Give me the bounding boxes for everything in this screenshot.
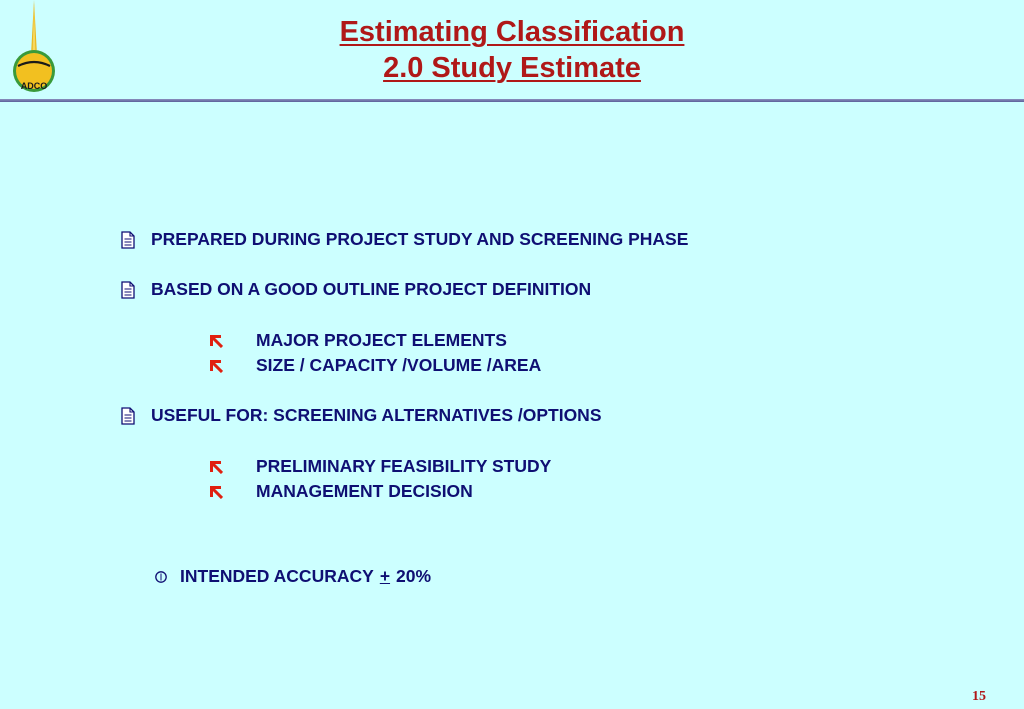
sub-bullet-text: MANAGEMENT DECISION [256,481,473,501]
plus-minus-symbol: + [379,566,391,586]
bullet-text: PREPARED DURING PROJECT STUDY AND SCREENING PHASE [151,229,689,249]
header-divider [0,99,1024,102]
bullet-item [119,279,591,300]
title-line-1: Estimating Classification [339,16,685,48]
arrow-up-left-icon [209,460,223,474]
bullet-item [119,405,602,426]
accuracy-value: 20% [396,566,432,586]
sub-bullet-item [209,330,507,351]
bullet-text: USEFUL FOR: SCREENING ALTERNATIVES /OPTIONS [151,405,602,425]
sub-bullet-text: PRELIMINARY FEASIBILITY STUDY [256,456,552,476]
arrow-up-left-icon [209,334,223,348]
document-icon [119,281,137,299]
accuracy-label: INTENDED ACCURACY [180,566,374,586]
bullet-item [119,229,688,250]
slide-title [0,14,1024,86]
title-line-2: 2.0 Study Estimate [383,52,641,84]
accuracy-item [154,566,431,587]
sub-bullet-item [209,355,541,376]
bullet-text: BASED ON A GOOD OUTLINE PROJECT DEFINITION [151,279,592,299]
sub-bullet-item [209,456,551,477]
svg-text:ADCO: ADCO [20,81,48,91]
document-icon [119,407,137,425]
sub-bullet-item [209,481,473,502]
document-icon [119,231,137,249]
arrow-up-left-icon [209,485,223,499]
sub-bullet-text: MAJOR PROJECT ELEMENTS [256,330,507,350]
circle-bullet-icon [154,570,168,584]
arrow-up-left-icon [209,359,223,373]
page-number: 15 [972,689,986,704]
sub-bullet-text: SIZE / CAPACITY /VOLUME /AREA [256,355,542,375]
